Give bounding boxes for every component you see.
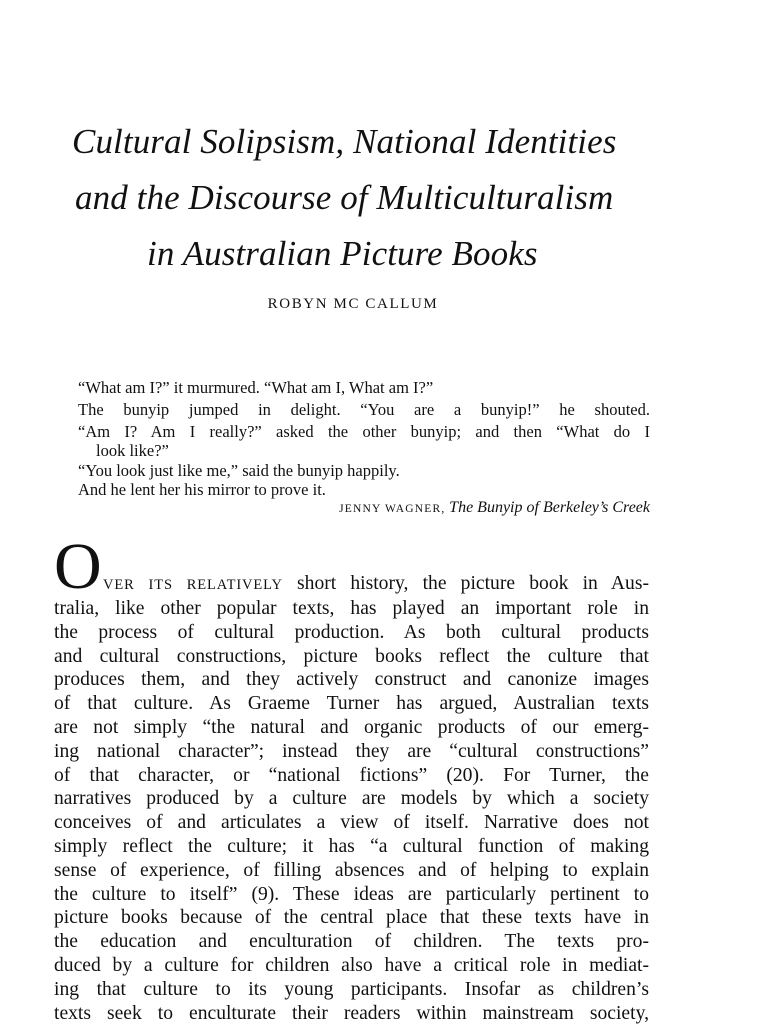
- body-line-11: conceives of and articulates a view of itself. Narrative does not: [54, 812, 649, 834]
- lead-in-smallcaps: VER ITS RELATIVELY: [103, 577, 283, 593]
- article-title-line-3: in Australian Picture Books: [147, 234, 538, 273]
- body-line-14: the culture to itself” (9). These ideas are particularly pertinent to: [54, 883, 649, 905]
- body-line-8: ing national character”; instead they are “cultural constructions”: [54, 740, 649, 762]
- epigraph-line-1: “What am I?” it murmured. “What am I, What am I?”: [78, 378, 434, 397]
- first-line-rest: short history, the picture book in Aus-: [297, 573, 649, 594]
- body-line-15: picture books because of the central place that these texts have in: [54, 907, 649, 929]
- drop-cap: O: [54, 530, 102, 603]
- epigraph-line-3: “Am I? Am I really?” asked the other bunyip; and then “What do I: [78, 422, 650, 441]
- body-line-4: and cultural constructions, picture books reflect the culture that: [54, 645, 649, 667]
- body-line-17: duced by a culture for children also have a critical role in mediat-: [54, 955, 649, 976]
- epigraph-line-2: The bunyip jumped in delight. “You are a bunyip!” he shouted.: [78, 400, 650, 419]
- article-title-line-1: Cultural Solipsism, National Identities: [72, 122, 617, 161]
- epigraph-attribution-author: JENNY WAGNER,: [339, 503, 446, 515]
- article-title-line-2: and the Discourse of Multiculturalism: [75, 178, 614, 217]
- body-line-2: tralia, like other popular texts, has played an important role in: [54, 598, 649, 619]
- body-line-9: of that character, or “national fictions” (20). For Turner, the: [54, 764, 649, 786]
- body-line-10: narratives produced by a culture are models by which a society: [54, 788, 649, 810]
- epigraph-line-5: “You look just like me,” said the bunyip happily.: [78, 461, 400, 480]
- body-line-16: the education and enculturation of children. The texts pro-: [54, 931, 649, 953]
- body-line-12: simply reflect the culture; it has “a cultural function of making: [54, 836, 649, 857]
- epigraph-attribution-work: The Bunyip of Berkeley’s Creek: [449, 499, 650, 516]
- body-line-13: sense of experience, of filling absences and of helping to explain: [54, 859, 649, 881]
- body-line-7: are not simply “the natural and organic products of our emerg-: [54, 717, 649, 738]
- body-line-6: of that culture. As Graeme Turner has argued, Australian texts: [54, 693, 649, 715]
- epigraph-attribution: [339, 499, 650, 517]
- epigraph-line-6: And he lent her his mirror to prove it.: [78, 480, 326, 499]
- author-byline: ROBYN MC CALLUM: [267, 296, 439, 312]
- body-line-5: produces them, and they actively construct and canonize images: [54, 669, 649, 691]
- body-line-18: ing that culture to its young participants. Insofar as children’s: [54, 978, 649, 1000]
- epigraph-line-4: look like?”: [96, 441, 169, 460]
- body-line-1: [103, 572, 649, 597]
- body-line-3: the process of cultural production. As both cultural products: [54, 621, 649, 643]
- body-line-19: texts seek to enculturate their readers within mainstream society,: [54, 1002, 649, 1024]
